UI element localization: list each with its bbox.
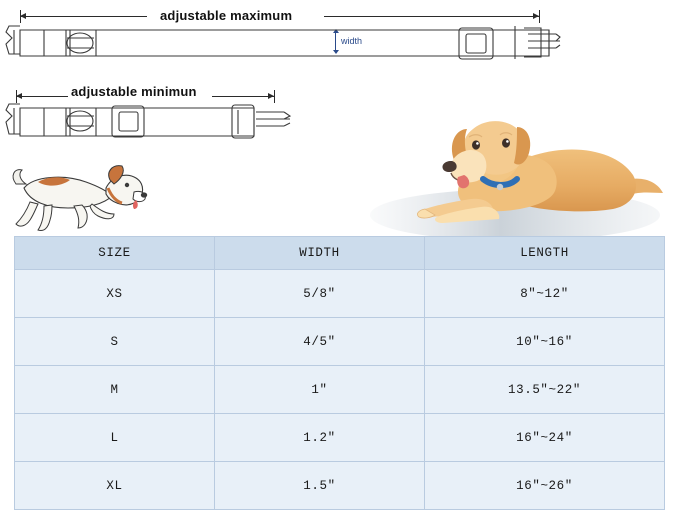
column-header-width: WIDTH (215, 237, 425, 270)
table-header-row (15, 237, 665, 270)
cell-size: L (15, 414, 215, 462)
cell-length: 10"~16" (425, 318, 665, 366)
cell-width: 4/5" (215, 318, 425, 366)
adjustable-maximum-label: adjustable maximum (160, 8, 293, 23)
cell-length: 16"~24" (425, 414, 665, 462)
lying-golden-retriever-illustration (365, 95, 665, 250)
collar-diagram-maximum (4, 8, 564, 66)
cell-size: XL (15, 462, 215, 510)
cell-size: S (15, 318, 215, 366)
table-row (15, 270, 665, 318)
cell-width: 1.2" (215, 414, 425, 462)
cell-length: 16"~26" (425, 462, 665, 510)
table-row (15, 462, 665, 510)
table-row (15, 366, 665, 414)
cell-length: 8"~12" (425, 270, 665, 318)
cell-width: 1" (215, 366, 425, 414)
collar-diagram-minimum (4, 90, 294, 148)
cell-length: 13.5"~22" (425, 366, 665, 414)
table-row (15, 318, 665, 366)
running-dog-illustration (8, 158, 148, 236)
table-row (15, 414, 665, 462)
cell-width: 1.5" (215, 462, 425, 510)
cell-size: XS (15, 270, 215, 318)
adjustable-minimum-label: adjustable minimun (71, 84, 197, 99)
cell-width: 5/8" (215, 270, 425, 318)
size-chart-table (14, 236, 665, 510)
column-header-length: LENGTH (425, 237, 665, 270)
column-header-size: SIZE (15, 237, 215, 270)
cell-size: M (15, 366, 215, 414)
width-label: width (341, 36, 363, 46)
